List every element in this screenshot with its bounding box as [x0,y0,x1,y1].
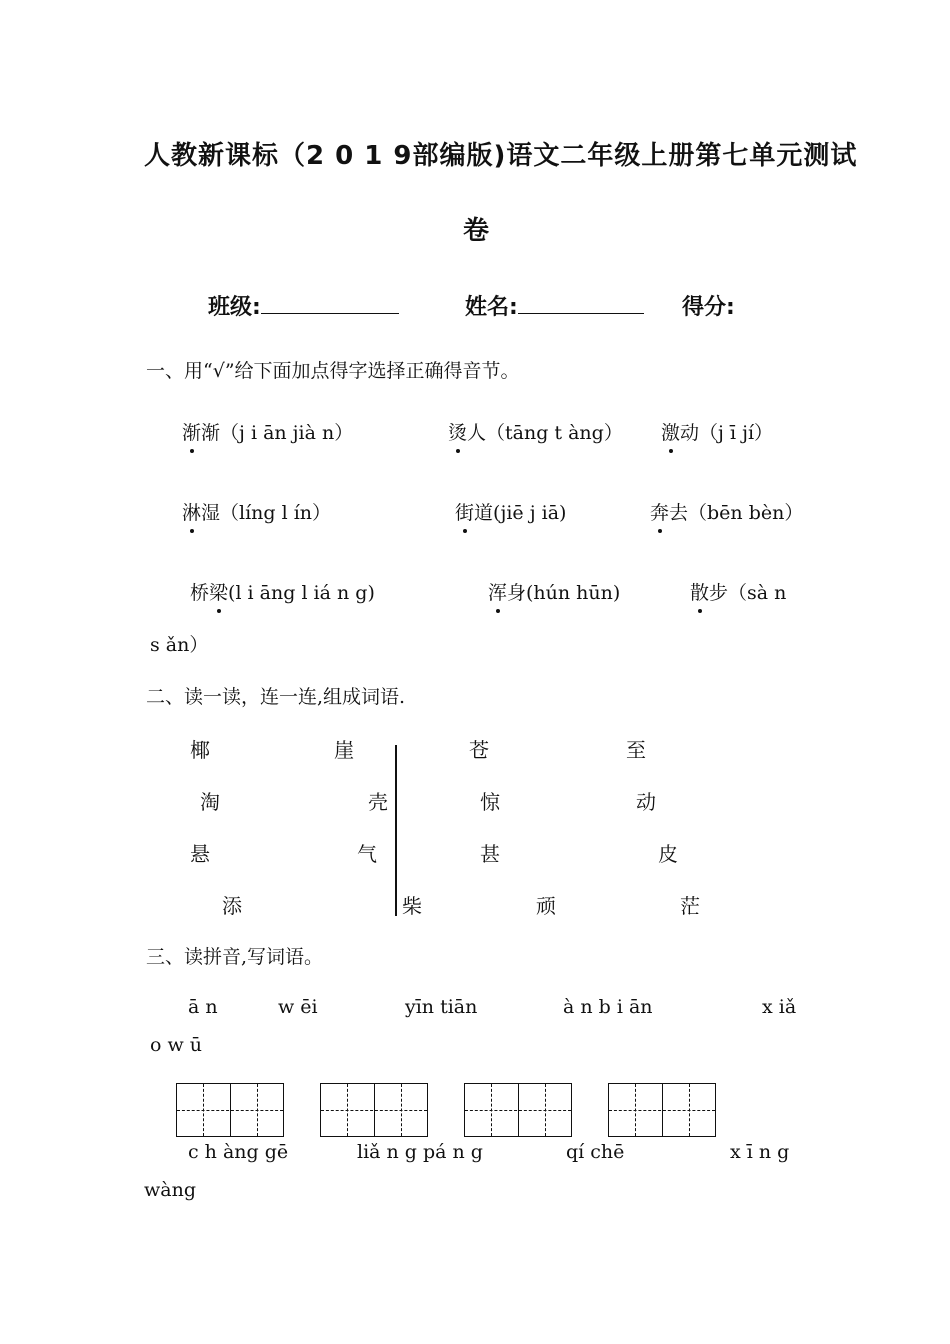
section3-heading: 三、读拼音,写词语。 [146,946,324,968]
pinyin-label: ā n [188,996,218,1018]
match-char[interactable]: 甚 [480,842,500,866]
pinyin-item: 激动（j ī jí） [661,422,774,444]
pinyin-item: 淋湿（líng l ín） [182,502,332,524]
score-label: 得分: [682,295,735,320]
match-char[interactable]: 顽 [536,894,556,918]
pinyin-label: liǎ n g pá n g [357,1141,483,1163]
dotted-char: 烫 [448,422,468,444]
writing-grid[interactable] [608,1083,716,1137]
pinyin-item: 桥梁(l i āng l iá n g) [190,582,375,604]
pinyin-label-wrap: wàng [144,1179,196,1201]
match-char[interactable]: 壳 [368,790,388,814]
pinyin-item: 浑身(hún hūn) [488,582,621,604]
section2-heading: 二、读一读，连一连,组成词语. [146,686,406,708]
pinyin-label-wrap: o w ū [150,1034,203,1056]
pinyin-item: 烫人（tāng t àng） [448,422,623,444]
dotted-char: 渐 [182,422,202,444]
match-char[interactable]: 淘 [200,790,220,814]
match-char[interactable]: 苍 [469,738,489,762]
dotted-char: 激 [661,422,681,444]
pinyin-item-wrap: s ǎn） [150,634,209,656]
dotted-char: 街 [455,502,475,524]
page-title-line1: 人教新课标（2 0 1 9部编版)语文二年级上册第七单元测试 [144,141,858,171]
page-title-line2: 卷 [463,216,491,246]
dotted-char: 淋 [182,502,202,524]
name-field [465,290,644,321]
writing-grid[interactable] [464,1083,572,1137]
pinyin-label: qí chē [566,1141,625,1163]
match-char[interactable]: 悬 [190,842,210,866]
match-char[interactable]: 动 [636,790,656,814]
writing-grid[interactable] [176,1083,284,1137]
divider-line [395,745,397,916]
class-label: 班级: [208,295,261,320]
name-blank[interactable] [518,291,644,314]
pinyin-label: à n b i ān [563,996,653,1018]
dotted-char: 浑 [488,582,508,604]
match-char[interactable]: 惊 [480,790,500,814]
class-blank[interactable] [261,291,399,314]
pinyin-label: c h àng gē [188,1141,289,1163]
match-char[interactable]: 崖 [334,738,354,762]
pinyin-label: w ēi [278,996,318,1018]
match-char[interactable]: 添 [222,894,242,918]
match-char[interactable]: 皮 [658,842,678,866]
name-label: 姓名: [465,295,518,320]
pinyin-label: x ī n g [730,1141,790,1163]
dotted-char: 梁 [209,582,229,604]
pinyin-item: 散步（sà n [690,582,787,604]
match-char[interactable]: 椰 [190,738,210,762]
match-char[interactable]: 至 [626,738,646,762]
writing-grid[interactable] [320,1083,428,1137]
pinyin-label: x iǎ [762,996,797,1018]
pinyin-label: yīn tiān [405,996,478,1018]
class-field [208,290,399,321]
dotted-char: 奔 [650,502,670,524]
match-char[interactable]: 气 [357,842,377,866]
section1-heading: 一、用“√”给下面加点得字选择正确得音节。 [146,360,520,382]
match-char[interactable]: 茫 [680,894,700,918]
pinyin-item: 街道(jiē j iā) [455,502,567,524]
match-char[interactable]: 柴 [402,894,422,918]
pinyin-item: 奔去（bēn bèn） [650,502,804,524]
dotted-char: 散 [690,582,710,604]
pinyin-item: 渐渐（j i ān jià n） [182,422,354,444]
